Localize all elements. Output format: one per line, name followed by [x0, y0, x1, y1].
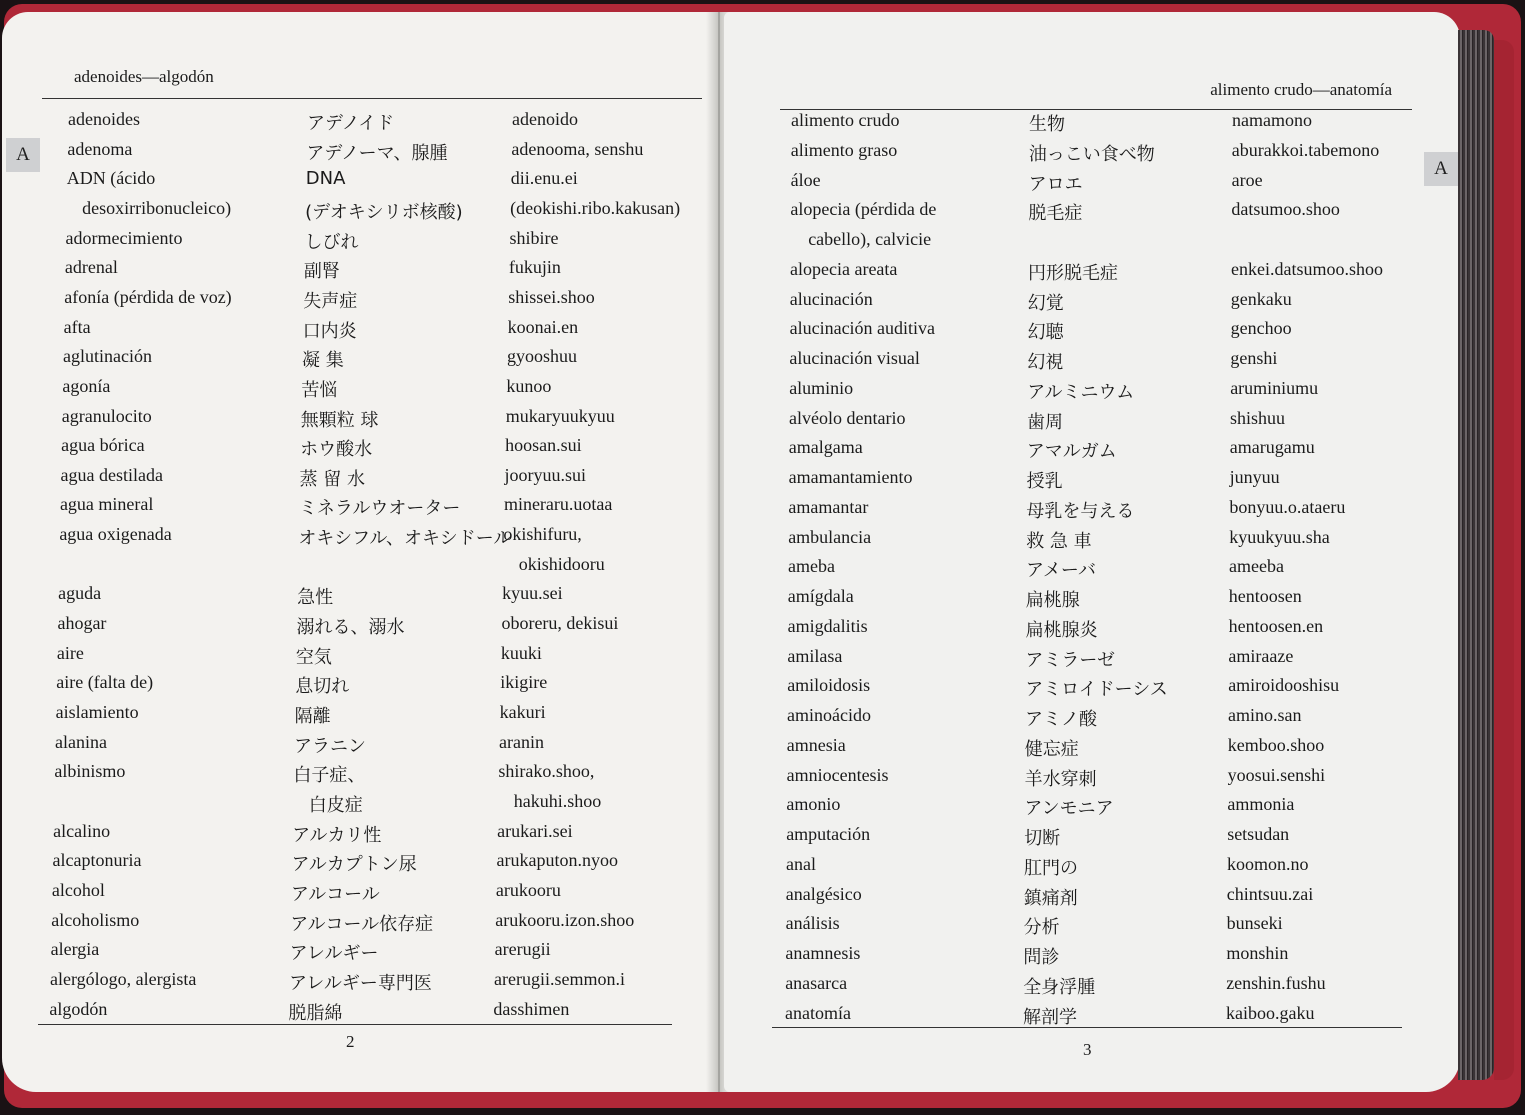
romaji-reading: monshin	[1226, 943, 1289, 963]
romaji-reading: datsumoo.shoo	[1231, 199, 1340, 220]
romaji-reading: yoosui.senshi	[1227, 764, 1326, 785]
japanese-term: アメーバ	[1026, 560, 1097, 582]
dictionary-entry	[2, 109, 718, 139]
dictionary-entry	[724, 318, 1460, 348]
japanese-term: 凝 集	[302, 350, 344, 372]
spanish-term: aminoácido	[787, 705, 871, 725]
japanese-term: 円形脱毛症	[1028, 262, 1118, 284]
romaji-reading: genkaku	[1230, 288, 1292, 309]
spanish-term: adenoma	[67, 138, 133, 159]
spanish-term: algodón	[49, 998, 108, 1019]
japanese-term: 白皮症	[308, 794, 363, 816]
romaji-reading: (deokishi.ribo.kakusan)	[510, 197, 681, 218]
romaji-reading: kuuki	[500, 642, 542, 663]
romaji-reading: amiraaze	[1228, 645, 1294, 666]
romaji-reading: genshi	[1230, 348, 1278, 368]
romaji-reading: kyuukyuu.sha	[1229, 526, 1330, 547]
spanish-term: alcaptonuria	[52, 850, 142, 871]
spanish-term: agua mineral	[59, 494, 154, 515]
japanese-term: アレルギー専門医	[289, 972, 432, 994]
japanese-term: アルカプトン尿	[291, 854, 417, 876]
japanese-term: 幻視	[1027, 352, 1064, 373]
japanese-term: 歯周	[1027, 411, 1063, 433]
dictionary-entry	[724, 616, 1460, 646]
romaji-reading: aroe	[1231, 169, 1263, 190]
japanese-term: 救 急 車	[1026, 530, 1092, 552]
page-number: 3	[1083, 1040, 1092, 1059]
romaji-reading: aburakkoi.tabemono	[1231, 139, 1380, 160]
japanese-term: DNA	[305, 168, 346, 190]
dictionary-entry	[2, 880, 718, 910]
spanish-term: adenoides	[68, 109, 140, 129]
japanese-term: (デオキシリボ核酸)	[305, 201, 463, 223]
dictionary-entry	[724, 824, 1460, 854]
spanish-term: anatomía	[785, 1002, 851, 1023]
spanish-term: alergólogo, alergista	[50, 968, 197, 989]
spanish-term: alergia	[50, 939, 100, 960]
romaji-reading: okishidooru	[518, 553, 605, 574]
japanese-term: 副腎	[303, 261, 340, 283]
spanish-term: alvéolo dentario	[789, 407, 906, 428]
romaji-reading: hakuhi.shoo	[513, 790, 602, 811]
running-head: alimento crudo—anatomía	[1210, 80, 1392, 99]
spanish-term: amalgama	[788, 437, 863, 458]
romaji-reading: arerugii	[494, 939, 551, 960]
dictionary-entry	[2, 643, 718, 673]
spanish-term: amamantamiento	[788, 467, 913, 487]
romaji-reading: adenooma, senshu	[511, 138, 644, 159]
romaji-reading: bonyuu.o.ataeru	[1229, 496, 1346, 517]
romaji-reading: koomon.no	[1227, 853, 1309, 874]
spanish-term: áloe	[790, 169, 821, 190]
spanish-term: alcohol	[51, 879, 105, 900]
japanese-term: アレルギー	[289, 943, 379, 965]
japanese-term: 隔離	[294, 706, 331, 727]
romaji-reading: genchoo	[1230, 318, 1292, 339]
japanese-term: 扁桃腺	[1025, 590, 1080, 611]
dictionary-entry	[724, 348, 1460, 378]
spanish-term: alucinación	[789, 288, 873, 309]
japanese-term: 授乳	[1026, 471, 1063, 492]
spanish-term: aire (falta de)	[56, 672, 154, 693]
dictionary-entry	[2, 198, 718, 228]
dictionary-entry	[2, 791, 718, 821]
spanish-term: amilasa	[787, 645, 843, 666]
romaji-reading: kunoo	[506, 375, 552, 396]
japanese-term: しびれ	[304, 231, 359, 253]
japanese-term: 無顆粒 球	[300, 409, 379, 431]
dictionary-entry	[724, 586, 1460, 616]
japanese-term: 鎮痛剤	[1023, 887, 1078, 909]
japanese-term: ミネラルウオーター	[298, 498, 461, 520]
japanese-term: オキシフル、オキシドール	[298, 528, 512, 550]
japanese-term: 失声症	[303, 290, 358, 312]
japanese-term: 息切れ	[295, 676, 350, 698]
dictionary-entry	[724, 140, 1460, 170]
page-edges	[1458, 30, 1494, 1080]
romaji-reading: jooryuu.sui	[504, 464, 587, 485]
spanish-term: agranulocito	[61, 405, 152, 426]
japanese-term: 幻聴	[1027, 322, 1064, 344]
dictionary-entry	[2, 613, 718, 643]
spanish-term: ADN (ácido	[66, 168, 156, 189]
dictionary-entry	[2, 228, 718, 258]
romaji-reading: mineraru.uotaa	[503, 494, 613, 515]
dictionary-entry	[724, 973, 1460, 1003]
dictionary-entry	[724, 527, 1460, 557]
spanish-term: alopecia (pérdida de	[790, 199, 937, 220]
dictionary-entry	[2, 732, 718, 762]
japanese-term: アルカリ性	[292, 824, 382, 846]
japanese-term: アミロイドーシス	[1025, 679, 1168, 701]
romaji-reading: dasshimen	[493, 998, 570, 1019]
romaji-reading: hentoosen	[1228, 586, 1302, 606]
dictionary-entry	[724, 199, 1460, 229]
dictionary-entry	[724, 794, 1460, 824]
cover-edge	[1494, 40, 1514, 1080]
japanese-term: 母乳を与える	[1026, 500, 1135, 522]
spanish-term: análisis	[785, 913, 840, 934]
spanish-term: adormecimiento	[65, 227, 183, 248]
romaji-reading: aranin	[498, 731, 544, 752]
dictionary-entry	[724, 646, 1460, 676]
japanese-term: アルコール依存症	[290, 913, 434, 935]
spanish-term: analgésico	[785, 883, 862, 904]
romaji-reading: gyooshuu	[507, 346, 578, 367]
dictionary-entry	[2, 524, 718, 554]
japanese-term: 口内炎	[302, 320, 357, 342]
spanish-term: amputación	[786, 824, 871, 844]
dictionary-entry	[724, 705, 1460, 735]
spanish-term: aglutinación	[63, 346, 153, 367]
spanish-term: anamnesis	[785, 943, 861, 963]
spanish-term: anal	[786, 853, 816, 874]
thumb-index-tab: A	[1424, 152, 1458, 186]
spanish-term: amiloidosis	[787, 675, 871, 696]
japanese-term: 油っこい食べ物	[1028, 143, 1155, 165]
japanese-term: 羊水穿刺	[1024, 768, 1097, 790]
spanish-term: alanina	[54, 731, 107, 752]
japanese-term: 解剖学	[1023, 1006, 1077, 1028]
spanish-term: albinismo	[54, 761, 126, 782]
dictionary-entry	[2, 821, 718, 851]
spanish-term: amígdala	[787, 586, 854, 606]
romaji-reading: kemboo.shoo	[1227, 734, 1325, 755]
running-head: adenoides—algodón	[74, 67, 214, 86]
japanese-term: 肛門の	[1024, 857, 1078, 879]
spanish-term: alcalino	[53, 820, 111, 841]
romaji-reading: arukari.sei	[497, 820, 573, 841]
romaji-reading: bunseki	[1226, 913, 1283, 934]
spanish-term: alucinación visual	[789, 348, 920, 368]
romaji-reading: ikigire	[500, 672, 548, 693]
spanish-term: alcoholismo	[51, 909, 140, 930]
japanese-term: 蒸 留 水	[299, 468, 365, 490]
dictionary-entry	[2, 168, 718, 198]
dictionary-entry	[2, 435, 718, 465]
romaji-reading: arerugii.semmon.i	[494, 968, 625, 989]
spanish-term: amniocentesis	[786, 764, 889, 785]
romaji-reading: kyuu.sei	[502, 583, 563, 604]
dictionary-entry	[724, 675, 1460, 705]
dictionary-entry	[724, 259, 1460, 289]
dictionary-entry	[724, 497, 1460, 527]
dictionary-entry	[724, 110, 1460, 140]
japanese-term: アデノーマ、腺腫	[306, 142, 448, 164]
romaji-reading: amino.san	[1228, 705, 1302, 725]
romaji-reading: shirako.shoo,	[498, 761, 595, 782]
spanish-term: aislamiento	[55, 702, 139, 722]
dictionary-entry	[724, 467, 1460, 497]
japanese-term: 空気	[295, 646, 332, 668]
romaji-reading: aruminiumu	[1230, 377, 1319, 398]
spanish-term: ameba	[788, 556, 835, 577]
spanish-term: agonía	[62, 375, 111, 396]
spanish-term: adrenal	[64, 257, 118, 278]
japanese-term: 健忘症	[1024, 738, 1079, 760]
dictionary-entry	[2, 346, 718, 376]
romaji-reading: fukujin	[508, 257, 561, 278]
romaji-reading: dii.enu.ei	[510, 168, 578, 189]
japanese-term: 切断	[1024, 828, 1061, 849]
japanese-term: アンモニア	[1024, 798, 1114, 820]
japanese-term: 生物	[1029, 114, 1065, 135]
right-page	[724, 12, 1460, 1092]
spanish-term: amnesia	[786, 734, 846, 755]
japanese-term: 脱毛症	[1028, 203, 1083, 225]
japanese-term: アルミニウム	[1027, 381, 1135, 403]
romaji-reading: amiroidooshisu	[1228, 675, 1340, 696]
footer-rule	[38, 1024, 672, 1025]
romaji-reading: shibire	[509, 227, 559, 248]
dictionary-entry	[724, 289, 1460, 319]
romaji-reading: mukaryuukyuu	[505, 405, 615, 426]
dictionary-entry	[724, 943, 1460, 973]
japanese-term: アラニン	[293, 735, 366, 757]
spanish-term: cabello), calvicie	[808, 229, 932, 249]
spanish-term: ambulancia	[788, 526, 872, 547]
japanese-term: アマルガム	[1026, 441, 1117, 463]
romaji-reading: shishuu	[1230, 407, 1286, 428]
spanish-term: anasarca	[785, 972, 848, 993]
romaji-reading: kaiboo.gaku	[1226, 1002, 1315, 1023]
romaji-reading: okishifuru,	[503, 524, 582, 545]
spanish-term: afonía (pérdida de voz)	[64, 286, 232, 307]
japanese-term: 苦悩	[301, 379, 338, 401]
left-page	[2, 12, 718, 1092]
romaji-reading: koonai.en	[507, 316, 579, 337]
japanese-term: アミノ酸	[1025, 709, 1097, 730]
dictionary-entry	[2, 850, 718, 880]
romaji-reading: junyuu	[1229, 467, 1280, 487]
spanish-term: alimento crudo	[791, 110, 900, 130]
dictionary-entry	[724, 884, 1460, 914]
romaji-reading: arukaputon.nyoo	[496, 850, 618, 871]
dictionary-entry	[2, 406, 718, 436]
dictionary-entry	[2, 910, 718, 940]
dictionary-entry	[724, 437, 1460, 467]
japanese-term: 急性	[297, 587, 334, 609]
romaji-reading: adenoido	[512, 109, 578, 129]
spanish-term: agua oxigenada	[59, 524, 172, 545]
romaji-reading: hoosan.sui	[505, 435, 582, 456]
romaji-reading: chintsuu.zai	[1226, 883, 1314, 904]
romaji-reading: ammonia	[1227, 794, 1295, 815]
page-number: 2	[346, 1032, 355, 1051]
spanish-term: aire	[56, 642, 84, 663]
spanish-term: aluminio	[789, 377, 854, 398]
dictionary-entry	[724, 170, 1460, 200]
japanese-term: アロエ	[1028, 173, 1083, 195]
dictionary-entry	[2, 494, 718, 524]
dictionary-entry	[2, 672, 718, 702]
romaji-reading: namamono	[1232, 110, 1312, 130]
romaji-reading: kakuri	[499, 702, 546, 722]
japanese-term: アデノイド	[307, 113, 395, 134]
dictionary-entry	[2, 257, 718, 287]
japanese-term: アミラーゼ	[1025, 649, 1116, 671]
dictionary-entry	[724, 378, 1460, 408]
romaji-reading: amarugamu	[1229, 437, 1315, 458]
dictionary-entry	[724, 556, 1460, 586]
spanish-term: alimento graso	[790, 139, 898, 160]
footer-rule	[772, 1027, 1402, 1028]
romaji-reading: arukooru	[495, 879, 561, 900]
dictionary-entry	[2, 702, 718, 732]
dictionary-entry	[724, 408, 1460, 438]
romaji-reading: setsudan	[1227, 824, 1290, 844]
header-rule	[42, 98, 702, 99]
japanese-term: ホウ酸水	[300, 439, 373, 461]
japanese-term: 溺れる、溺水	[296, 617, 405, 639]
japanese-term: 幻覚	[1027, 292, 1064, 314]
spanish-term: agua bórica	[61, 435, 145, 456]
japanese-term: 白子症、	[293, 765, 366, 787]
dictionary-entry	[2, 376, 718, 406]
japanese-term: 問診	[1023, 947, 1060, 968]
dictionary-entry	[724, 765, 1460, 795]
romaji-reading: arukooru.izon.shoo	[495, 909, 635, 930]
spanish-term: alucinación auditiva	[789, 318, 936, 339]
dictionary-entry	[724, 913, 1460, 943]
dictionary-entry	[2, 287, 718, 317]
spanish-term: alopecia areata	[790, 258, 898, 279]
spanish-term: aguda	[58, 583, 102, 604]
spanish-term: afta	[63, 316, 91, 337]
dictionary-entry	[724, 735, 1460, 765]
dictionary-entry	[724, 229, 1460, 259]
romaji-reading: enkei.datsumoo.shoo	[1231, 258, 1383, 279]
romaji-reading: oboreru, dekisui	[501, 613, 619, 634]
dictionary-entry	[2, 317, 718, 347]
dictionary-entry	[2, 939, 718, 969]
spanish-term: ahogar	[57, 613, 107, 634]
romaji-reading: zenshin.fushu	[1226, 972, 1326, 993]
dictionary-entry	[2, 139, 718, 169]
spanish-term: amamantar	[788, 496, 869, 517]
japanese-term: 扁桃腺炎	[1025, 619, 1098, 641]
japanese-term: 分析	[1023, 917, 1060, 939]
spanish-term: amonio	[786, 794, 841, 815]
dictionary-entry	[2, 554, 718, 584]
dictionary-entry	[2, 465, 718, 495]
dictionary-entry	[724, 1003, 1460, 1033]
thumb-index-tab: A	[6, 138, 40, 172]
dictionary-entry	[2, 583, 718, 613]
romaji-reading: shissei.shoo	[508, 286, 595, 307]
romaji-reading: hentoosen.en	[1228, 615, 1324, 636]
japanese-term: 脱脂綿	[288, 1002, 343, 1024]
japanese-term: 全身浮腫	[1023, 976, 1096, 998]
spanish-term: amigdalitis	[787, 615, 868, 636]
dictionary-entry	[2, 969, 718, 999]
spanish-term: desoxirribonucleico)	[82, 197, 232, 218]
dictionary-entry	[2, 761, 718, 791]
japanese-term: アルコール	[290, 883, 380, 905]
romaji-reading: ameeba	[1229, 556, 1284, 577]
dictionary-entry	[724, 854, 1460, 884]
spanish-term: agua destilada	[60, 464, 164, 485]
